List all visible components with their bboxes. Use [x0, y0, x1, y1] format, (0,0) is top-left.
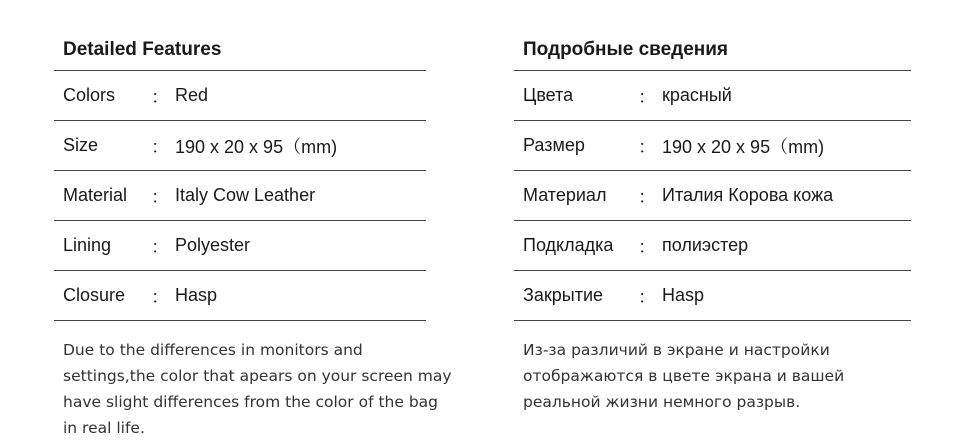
spec-row-closure: [54, 271, 426, 321]
spec-value: Hasp: [175, 285, 218, 305]
spec-colon: ：: [638, 286, 656, 307]
spec-colon: ：: [151, 86, 169, 107]
spec-value: Италия Корова кожа: [662, 185, 834, 205]
spec-colon: ：: [151, 186, 169, 207]
spec-colon: ：: [638, 236, 656, 257]
spec-value: полиэстер: [662, 235, 749, 255]
spec-label: Size: [63, 135, 99, 155]
spec-row-size: [54, 121, 426, 171]
spec-colon: ：: [151, 236, 169, 257]
spec-label: Материал: [523, 185, 607, 205]
spec-value: 190 x 20 x 95（mm): [662, 136, 825, 157]
spec-colon: ：: [638, 136, 656, 157]
spec-label: Размер: [523, 135, 585, 155]
spec-row-material: [514, 171, 911, 221]
spec-label: Lining: [63, 235, 112, 255]
spec-label: Colors: [63, 85, 116, 105]
spec-row-lining: [514, 221, 911, 271]
spec-label: Closure: [63, 285, 126, 305]
color-disclaimer: Из-за различий в экране и настройки отображаются в цвете экрана и вашей реальной жизни немного разрыв.: [523, 341, 845, 411]
spec-label: Material: [63, 185, 128, 205]
spec-row-lining: [54, 221, 426, 271]
spec-colon: ：: [638, 186, 656, 207]
spec-colon: ：: [151, 136, 169, 157]
spec-row-size: [514, 121, 911, 171]
panel-title: Detailed Features: [54, 36, 426, 71]
spec-row-closure: [514, 271, 911, 321]
features-panel-english: [54, 36, 452, 441]
spec-value: Red: [175, 85, 209, 105]
spec-label: Цвета: [523, 85, 574, 105]
features-panel-russian: [514, 36, 911, 415]
spec-row-colors: [54, 71, 426, 121]
spec-colon: ：: [638, 86, 656, 107]
color-disclaimer: Due to the differences in monitors and settings,the color that apears on your screen may have slight differences from the color of the bag in real life.: [63, 341, 452, 437]
spec-row-material: [54, 171, 426, 221]
spec-colon: ：: [151, 286, 169, 307]
spec-value: 190 x 20 x 95（mm): [175, 136, 338, 157]
spec-value: красный: [662, 85, 732, 105]
spec-value: Polyester: [175, 235, 251, 255]
spec-label: Закрытие: [523, 285, 604, 305]
spec-row-colors: [514, 71, 911, 121]
spec-value: Italy Cow Leather: [175, 185, 316, 205]
spec-label: Подкладка: [523, 235, 614, 255]
panel-title: Подробные сведения: [514, 36, 911, 71]
spec-value: Hasp: [662, 285, 705, 305]
